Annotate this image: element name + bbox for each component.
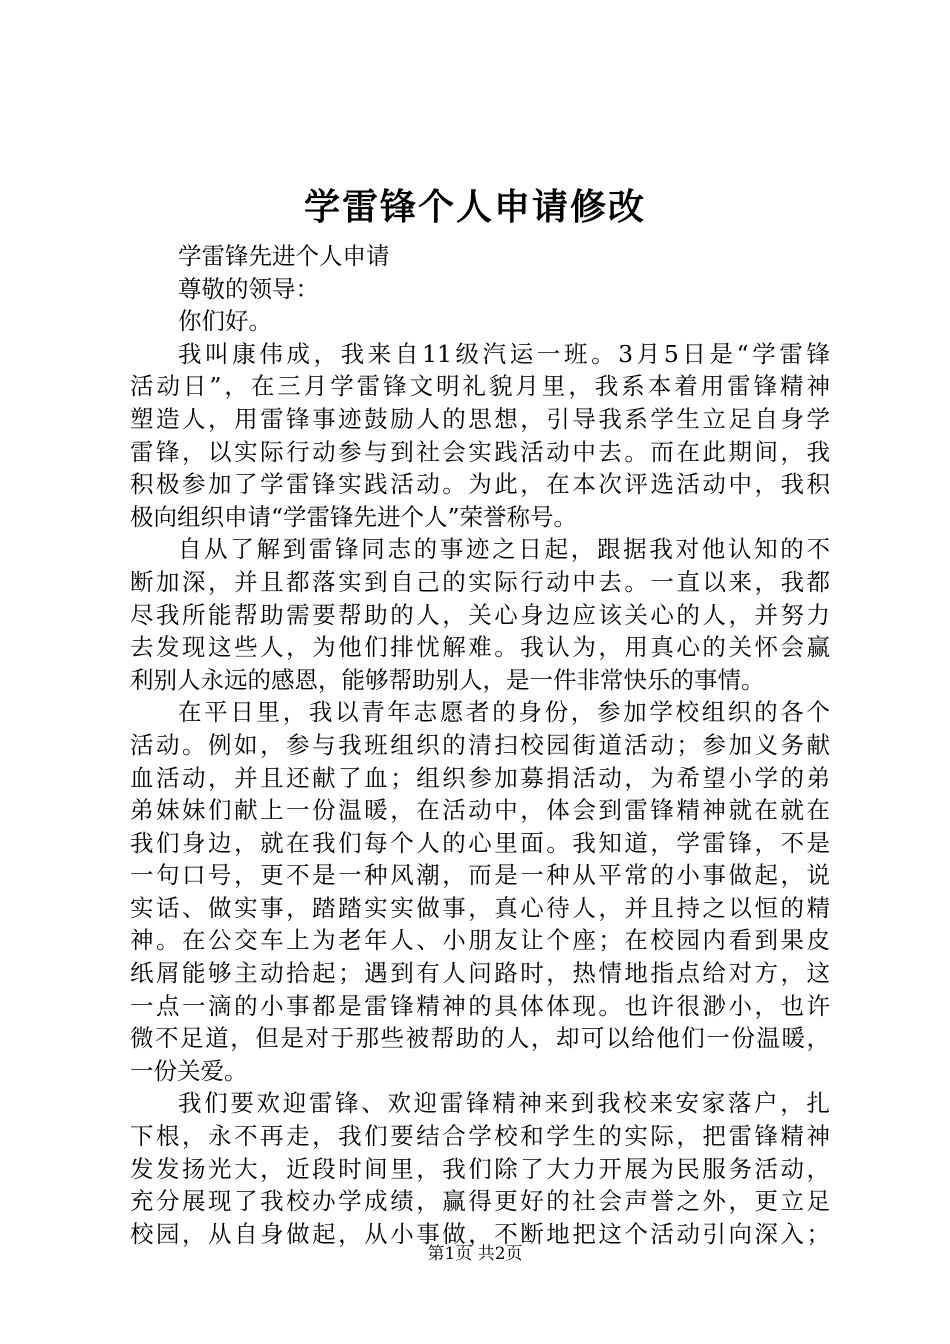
text-line: 我们身边，就在我们每个人的心里面。我知道，学雷锋，不是 <box>130 828 830 857</box>
text-line: 弟妹妹们献上一份温暖，在活动中，体会到雷锋精神就在就在 <box>130 796 830 825</box>
document-body <box>130 240 830 1250</box>
text-line: 充分展现了我校办学成绩，赢得更好的社会声誉之外，更立足 <box>130 1187 830 1216</box>
text-line: 积极参加了学雷锋实践活动。为此，在本次评选活动中，我积 <box>130 470 830 499</box>
text-line: 尽我所能帮助需要帮助的人，关心身边应该关心的人，并努力 <box>130 600 830 629</box>
text-line: 神。在公交车上为老年人、小朋友让个座；在校园内看到果皮 <box>130 926 830 955</box>
page-number-footer: 第1页 共2页 <box>427 1244 523 1264</box>
text-line: 校园，从自身做起，从小事做，不断地把这个活动引向深入； <box>130 1219 830 1248</box>
text-line: 微不足道，但是对于那些被帮助的人，却可以给他们一份温暖， <box>130 1024 830 1053</box>
text-line: 我们要欢迎雷锋、欢迎雷锋精神来到我校来安家落户，扎 <box>178 1089 830 1118</box>
text-line: 一句口号，更不是一种风潮，而是一种从平常的小事做起，说 <box>130 861 830 890</box>
text-line: 活动日”，在三月学雷锋文明礼貌月里，我系本着用雷锋精神 <box>130 372 830 401</box>
text-line: 尊敬的领导： <box>178 274 319 303</box>
text-line: 去发现这些人，为他们排忧解难。我认为，用真心的关怀会赢 <box>130 633 830 662</box>
document-title: 学雷锋个人申请修改 <box>303 187 646 228</box>
text-line: 塑造人，用雷锋事迹鼓励人的思想，引导我系学生立足自身学 <box>130 404 830 433</box>
text-line: 发发扬光大，近段时间里，我们除了大力开展为民服务活动， <box>130 1154 830 1183</box>
text-line: 纸屑能够主动拾起；遇到有人问路时，热情地指点给对方，这 <box>130 959 830 988</box>
text-line: 实话、做实事，踏踏实实做事，真心待人，并且持之以恒的精 <box>130 893 830 922</box>
text-line: 利别人永远的感恩，能够帮助别人，是一件非常快乐的事情。 <box>130 665 765 694</box>
text-line: 在平日里，我以青年志愿者的身份，参加学校组织的各个 <box>178 698 830 727</box>
text-line: 一份关爱。 <box>130 1056 248 1085</box>
text-line: 我叫康伟成，我来自11级汽运一班。3月5日是“学雷锋 <box>178 339 830 368</box>
text-line: 雷锋，以实际行动参与到社会实践活动中去。而在此期间，我 <box>130 437 830 466</box>
text-line: 自从了解到雷锋同志的事迹之日起，跟据我对他认知的不 <box>178 535 830 564</box>
text-line: 一点一滴的小事都是雷锋精神的具体体现。也许很渺小，也许 <box>130 991 830 1020</box>
text-line: 学雷锋先进个人申请 <box>178 242 390 270</box>
text-line: 极向组织申请“学雷锋先进个人”荣誉称号。 <box>130 502 578 531</box>
text-line: 下根，永不再走，我们要结合学校和学生的实际，把雷锋精神 <box>130 1122 830 1151</box>
text-line: 断加深，并且都落实到自己的实际行动中去。一直以来，我都 <box>130 567 830 596</box>
text-line: 血活动，并且还献了血；组织参加募捐活动，为希望小学的弟 <box>130 763 830 792</box>
text-line: 你们好。 <box>178 307 272 336</box>
text-line: 活动。例如，参与我班组织的清扫校园街道活动；参加义务献 <box>130 730 830 759</box>
